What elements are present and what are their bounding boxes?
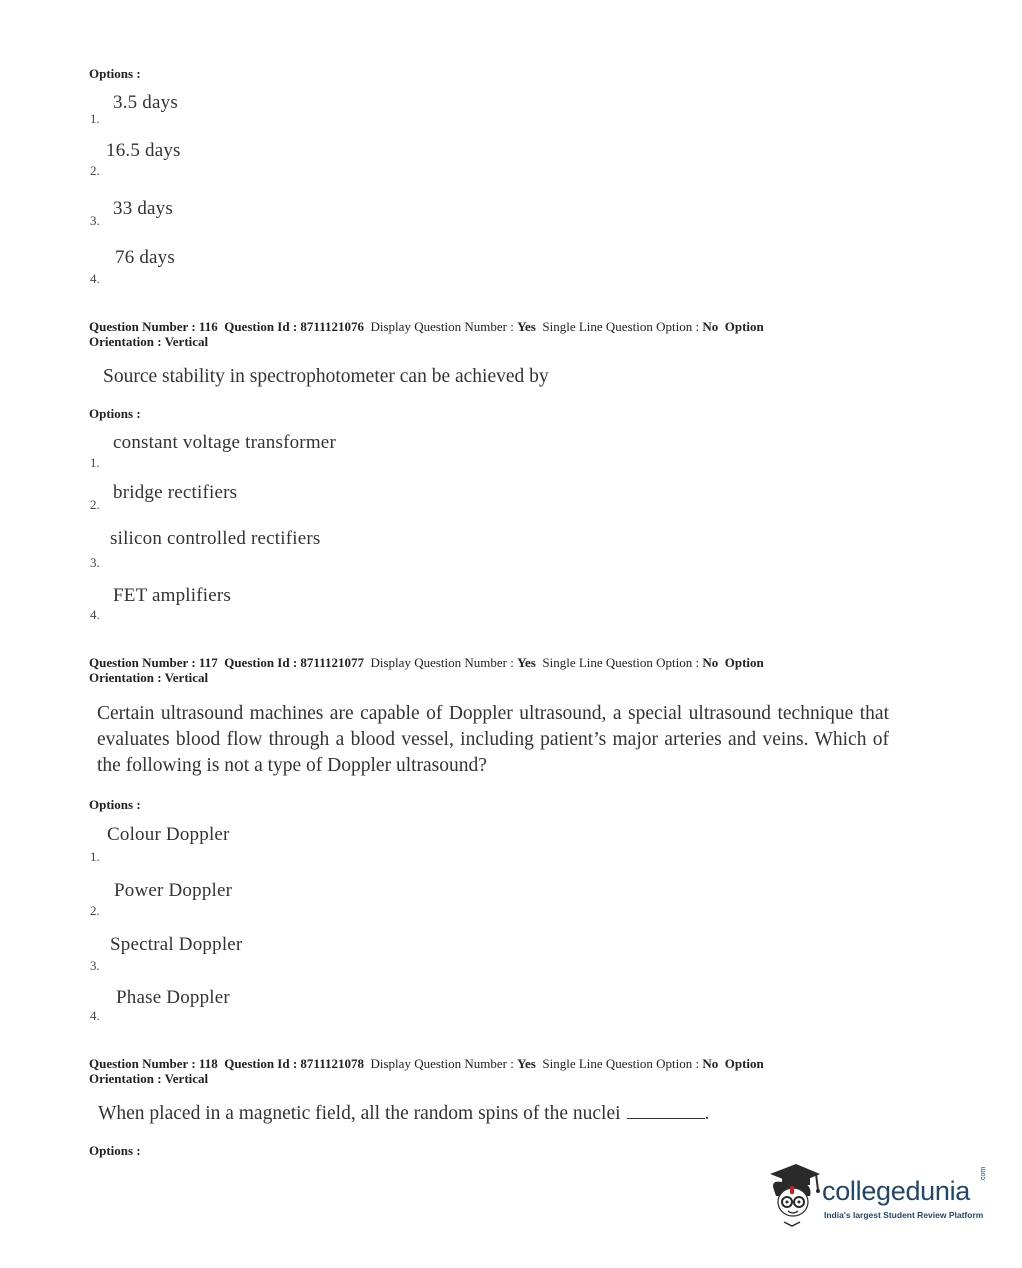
question-text: Certain ultrasound machines are capable of Doppler ultrasound, a special ultrasound technique that evaluates blood flow through a blood vessel, including patient’s major arteries and veins. Which of the following is not a type of Doppler ultrasound? (97, 703, 889, 776)
option-number: 1. (90, 111, 100, 126)
option-number: 3. (90, 555, 100, 570)
question-meta: Question Number : 118 Question Id : 8711121078 Display Question Number : Yes Single Line Question Option : No Option Orientation : Vertical (89, 1056, 764, 1086)
option-number: 1. (90, 849, 100, 864)
option-text: constant voltage transformer (113, 432, 336, 453)
option-number: 4. (90, 1008, 100, 1023)
option-text: 76 days (115, 247, 175, 268)
options-label: Options : (89, 406, 141, 421)
option-text: bridge rectifiers (113, 482, 238, 503)
question-text: When placed in a magnetic field, all the random spins of the nuclei . (98, 1103, 710, 1124)
option-text: 33 days (113, 198, 173, 219)
logo-tagline: India's largest Student Review Platform (824, 1210, 984, 1220)
option-number: 1. (90, 455, 100, 470)
option-text: FET amplifiers (113, 585, 232, 606)
option-number: 4. (90, 271, 100, 286)
option-number: 2. (90, 497, 100, 512)
logo-suffix: .com (980, 1166, 987, 1182)
question-text: Source stability in spectrophotometer can be achieved by (103, 366, 549, 387)
option-text: silicon controlled rectifiers (110, 528, 321, 549)
option-text: Spectral Doppler (110, 934, 243, 955)
option-number: 3. (90, 213, 100, 228)
options-label: Options : (89, 66, 141, 81)
option-text: 16.5 days (106, 140, 181, 161)
option-number: 3. (90, 958, 100, 973)
option-number: 2. (90, 903, 100, 918)
question-meta: Question Number : 116 Question Id : 8711121076 Display Question Number : Yes Single Line Question Option : No Option Orientation : Vertical (89, 319, 764, 349)
mascot-icon (762, 1160, 824, 1232)
option-text: Phase Doppler (116, 987, 230, 1008)
question-meta: Question Number : 117 Question Id : 8711121077 Display Question Number : Yes Single Line Question Option : No Option Orientation : Vertical (89, 655, 764, 685)
options-label: Options : (89, 797, 141, 812)
options-label: Options : (89, 1143, 141, 1158)
collegedunia-logo (762, 1160, 992, 1232)
option-text: 3.5 days (113, 92, 178, 113)
option-text: Power Doppler (114, 880, 233, 901)
option-number: 2. (90, 163, 100, 178)
answer-blank (627, 1104, 705, 1119)
logo-wordmark: collegedunia (822, 1176, 971, 1206)
option-text: Colour Doppler (107, 824, 230, 845)
option-number: 4. (90, 607, 100, 622)
